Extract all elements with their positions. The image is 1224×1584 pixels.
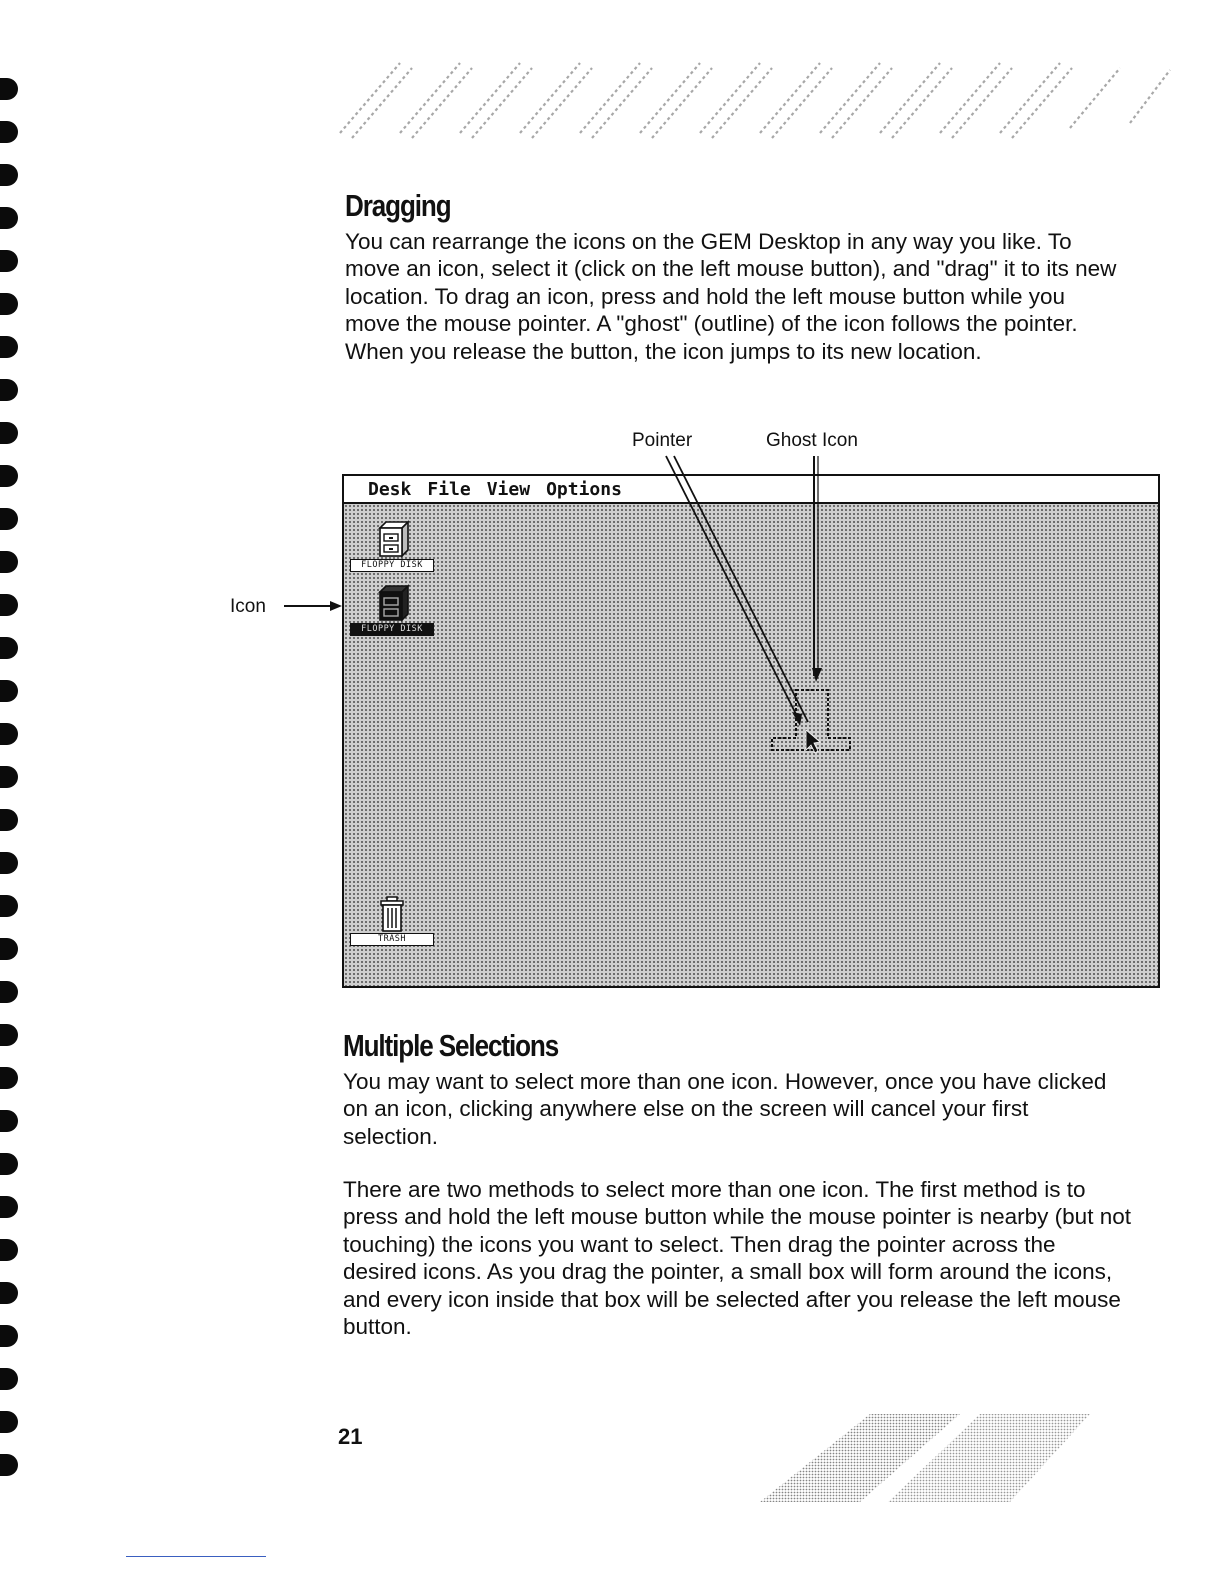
callout-icon-label: Icon bbox=[230, 596, 266, 617]
menu-view[interactable]: View bbox=[486, 478, 531, 500]
section-heading-multiple-selections: Multiple Selections bbox=[343, 1028, 559, 1063]
file-cabinet-icon bbox=[372, 518, 412, 558]
binding-hole bbox=[0, 78, 18, 100]
page-number: 21 bbox=[338, 1424, 363, 1449]
callout-ghost-icon-label: Ghost Icon bbox=[766, 430, 858, 451]
binding-hole bbox=[0, 250, 18, 272]
bottom-rule bbox=[126, 1556, 266, 1557]
binding-hole bbox=[0, 723, 18, 745]
binding-hole bbox=[0, 1282, 18, 1304]
trash-can-icon bbox=[375, 896, 409, 932]
trash-label: TRASH bbox=[350, 933, 434, 946]
floppy-disk-label-a: FLOPPY DISK bbox=[350, 559, 434, 572]
floppy-disk-label-b: FLOPPY DISK bbox=[350, 623, 434, 636]
icon-callout-arrowhead bbox=[330, 601, 342, 611]
menu-file[interactable]: File bbox=[427, 478, 471, 500]
binding-hole bbox=[0, 1067, 18, 1089]
binding-hole bbox=[0, 1024, 18, 1046]
binding-hole bbox=[0, 981, 18, 1003]
gem-desktop-area bbox=[344, 504, 1158, 986]
dragging-paragraph: You can rearrange the icons on the GEM Desktop in any way you like. To move an icon, select it (click on the left mouse button), and "drag" it to its new location. To drag an icon, press and hold the left mouse button while you move the mouse pointer. A "ghost" (outline) of the icon follows the pointer. When you release the button, the icon jumps to its new location. bbox=[345, 229, 1117, 364]
binding-hole bbox=[0, 207, 18, 229]
binding-hole bbox=[0, 465, 18, 487]
binding-hole bbox=[0, 852, 18, 874]
section-heading-dragging: Dragging bbox=[345, 188, 451, 223]
binding-hole bbox=[0, 938, 18, 960]
multiple-selections-paragraph-1: You may want to select more than one icon. However, once you have clicked on an icon, clicking anywhere else on the screen will cancel your first selection. bbox=[343, 1069, 1107, 1149]
binding-hole bbox=[0, 293, 18, 315]
binding-hole bbox=[0, 336, 18, 358]
binding-hole bbox=[0, 1153, 18, 1175]
callout-pointer-label: Pointer bbox=[632, 430, 693, 451]
binding-hole bbox=[0, 594, 18, 616]
binding-hole bbox=[0, 895, 18, 917]
menu-options[interactable]: Options bbox=[546, 478, 622, 500]
binding-hole bbox=[0, 422, 18, 444]
binding-hole bbox=[0, 1110, 18, 1132]
binding-hole bbox=[0, 1368, 18, 1390]
binding-hole bbox=[0, 1196, 18, 1218]
binding-hole bbox=[0, 766, 18, 788]
gem-desktop-screen bbox=[342, 474, 1160, 988]
binding-hole bbox=[0, 1239, 18, 1261]
file-cabinet-icon-inverted bbox=[372, 582, 412, 622]
binding-hole bbox=[0, 508, 18, 530]
binding-hole bbox=[0, 1411, 18, 1433]
binding-hole bbox=[0, 551, 18, 573]
binding-hole bbox=[0, 680, 18, 702]
trash-icon[interactable] bbox=[350, 896, 434, 946]
binding-hole bbox=[0, 164, 18, 186]
menu-desk[interactable]: Desk bbox=[368, 478, 412, 500]
gem-menu-bar bbox=[344, 476, 1158, 504]
binding-hole bbox=[0, 637, 18, 659]
binding-hole bbox=[0, 379, 18, 401]
multiple-selections-paragraph-2: There are two methods to select more than one icon. The first method is to press and hold the left mouse button while the mouse pointer is nearby (but not touching) the icons you want to select. Then drag the pointer across the desired icons. As you drag the pointer, a small box will form around the icons, and every icon inside that box will be selected after you release the left mouse button. bbox=[343, 1177, 1131, 1340]
binding-hole bbox=[0, 1325, 18, 1347]
spiral-binding bbox=[0, 78, 24, 1498]
decorative-stripes-bottom bbox=[760, 1410, 1100, 1506]
binding-hole bbox=[0, 1454, 18, 1476]
binding-hole bbox=[0, 809, 18, 831]
decorative-stripes-top bbox=[330, 58, 1190, 158]
floppy-disk-icon-a[interactable] bbox=[350, 518, 434, 572]
binding-hole bbox=[0, 121, 18, 143]
floppy-disk-icon-b-selected[interactable] bbox=[350, 582, 434, 636]
